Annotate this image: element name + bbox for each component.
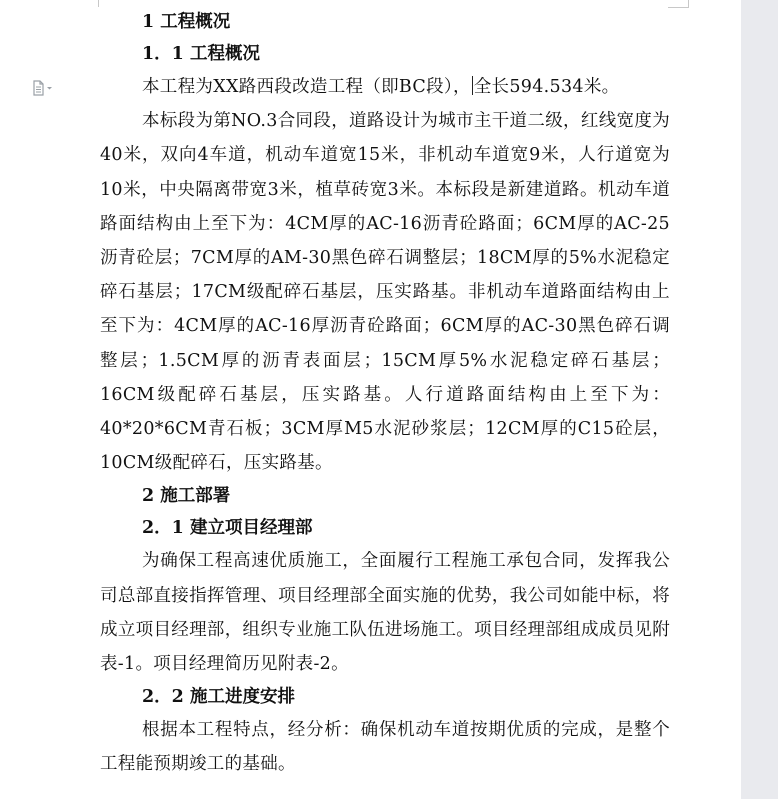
paragraph-section-details: 本标段为第NO.3合同段，道路设计为城市主干道二级，红线宽度为40米，双向4车道，机动车道宽15米，非机动车道宽9米，人行道宽为10米，中央隔离带宽3米，植草砖宽3米。本标段是新建道路。机动车道路面结构由上至下为：4CM厚的AC-16沥青砼路面；6CM厚的AC-25沥青砼层；7CM厚的AM-30黑色碎石调整层；18CM厚的5%水泥稳定碎石基层；17CM级配碎石基层，压实路基。非机动车道路面结构由上至下为：4CM厚的AC-16厚沥青砼路面；6CM厚的AC-30黑色碎石调整层；1.5CM厚的沥青表面层；15CM厚5%水泥稳定碎石基层；16CM级配碎石基层，压实路基。人行道路面结构由上至下为：40*20*6CM青石板；3CM厚M5水泥砂浆层；12CM厚的C15砼层，10CM级配碎石，压实路基。 [100,111,670,474]
paragraph-schedule: 根据本工程特点，经分析：确保机动车道按期优质的完成，是整个工程能预期竣工的基础。 [100,720,670,775]
crop-mark-top-right [668,7,688,8]
heading-2: 2 施工部署 [142,486,231,507]
paragraph-overview [100,70,670,104]
overview-text-b: 全长594.534米。 [473,77,620,97]
heading-1: 1 工程概况 [142,12,231,32]
document-body[interactable] [100,6,670,782]
heading-1-1: 1．1 工程概况 [142,44,260,64]
document-options-icon[interactable] [32,80,54,96]
text-cursor [472,76,473,95]
crop-mark-top-left [98,0,99,7]
heading-2-2: 2．2 施工进度安排 [142,687,295,708]
overview-text-a: 本工程为XX路西段改造工程（即BC段）， [142,77,471,97]
heading-2-1: 2．1 建立项目经理部 [142,518,313,539]
crop-mark-top-right-vertical [688,0,689,8]
paragraph-project-department: 为确保工程高速优质施工，全面履行工程施工承包合同，发挥我公司总部直接指挥管理、项目经理部全面实施的优势，我公司如能中标，将成立项目经理部，组织专业施工队伍进场施工。项目经理部组成成员见附表-1。项目经理简历见附表-2。 [100,551,670,675]
